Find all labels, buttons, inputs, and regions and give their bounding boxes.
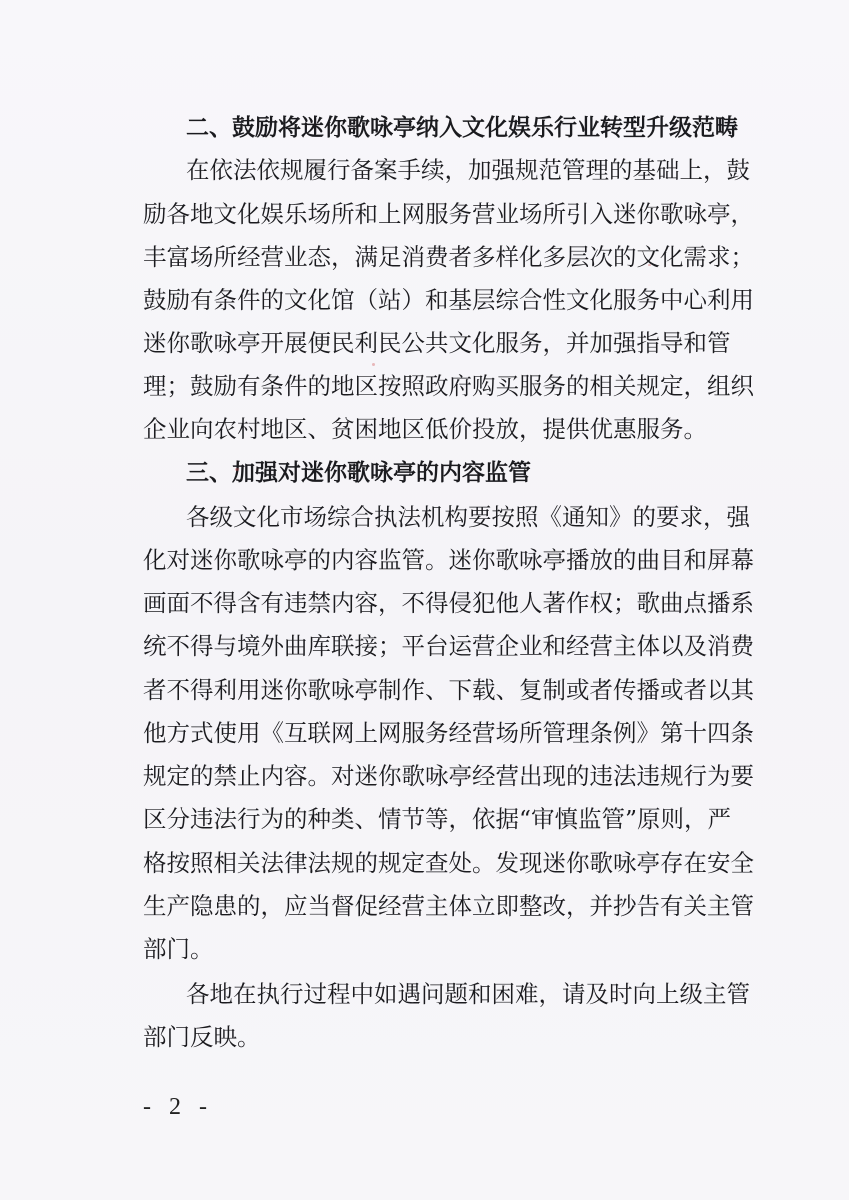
paragraph-2-line-1: 在依法依规履行备案手续，加强规范管理的基础上，鼓 — [186, 156, 750, 184]
paragraph-3-line-11: 部门。 — [143, 935, 214, 963]
paragraph-3-line-8: 区分违法行为的种类、情节等，依据“审慎监管”原则，严 — [143, 805, 732, 833]
scan-speck — [648, 264, 651, 266]
section-heading-2: 二、鼓励将迷你歌咏亭纳入文化娱乐行业转型升级范畴 — [186, 115, 738, 141]
paragraph-3-line-5: 者不得利用迷你歌咏亭制作、下载、复制或者传播或者以其 — [143, 676, 754, 704]
scan-speck — [235, 468, 239, 471]
page-number: - 2 - — [143, 1094, 213, 1120]
paragraph-3-line-7: 规定的禁止内容。对迷你歌咏亭经营出现的违法违规行为要 — [143, 762, 754, 790]
paragraph-3-line-3: 画面不得含有违禁内容，不得侵犯他人著作权；歌曲点播系 — [143, 589, 754, 617]
paragraph-4-line-1: 各地在执行过程中如遇问题和困难，请及时向上级主管 — [186, 980, 750, 1008]
paragraph-2-line-2: 励各地文化娱乐场所和上网服务营业场所引入迷你歌咏亭， — [143, 200, 754, 228]
paragraph-3-line-9: 格按照相关法律法规的规定查处。发现迷你歌咏亭存在安全 — [143, 849, 754, 877]
paragraph-2-line-6: 理；鼓励有条件的地区按照政府购买服务的相关规定，组织 — [143, 372, 754, 400]
paragraph-2-line-7: 企业向农村地区、贫困地区低价投放，提供优惠服务。 — [143, 415, 707, 443]
paragraph-3-line-4: 统不得与境外曲库联接；平台运营企业和经营主体以及消费 — [143, 632, 754, 660]
paragraph-4-line-2: 部门反映。 — [143, 1023, 261, 1051]
paragraph-3-line-6: 他方式使用《互联网上网服务经营场所管理条例》第十四条 — [143, 719, 754, 747]
paragraph-2-line-5: 迷你歌咏亭开展便民利民公共文化服务，并加强指导和管 — [143, 329, 731, 357]
section-heading-3: 三、加强对迷你歌咏亭的内容监管 — [186, 460, 531, 486]
paragraph-3-line-1: 各级文化市场综合执法机构要按照《通知》的要求，强 — [186, 503, 750, 531]
paragraph-3-line-10: 生产隐患的，应当督促经营主体立即整改，并抄告有关主管 — [143, 892, 754, 920]
paragraph-3-line-2: 化对迷你歌咏亭的内容监管。迷你歌咏亭播放的曲目和屏幕 — [143, 546, 754, 574]
paragraph-2-line-4: 鼓励有条件的文化馆（站）和基层综合性文化服务中心利用 — [143, 286, 754, 314]
paragraph-2-line-3: 丰富场所经营业态，满足消费者多样化多层次的文化需求； — [143, 243, 754, 271]
scan-speck — [372, 363, 375, 366]
